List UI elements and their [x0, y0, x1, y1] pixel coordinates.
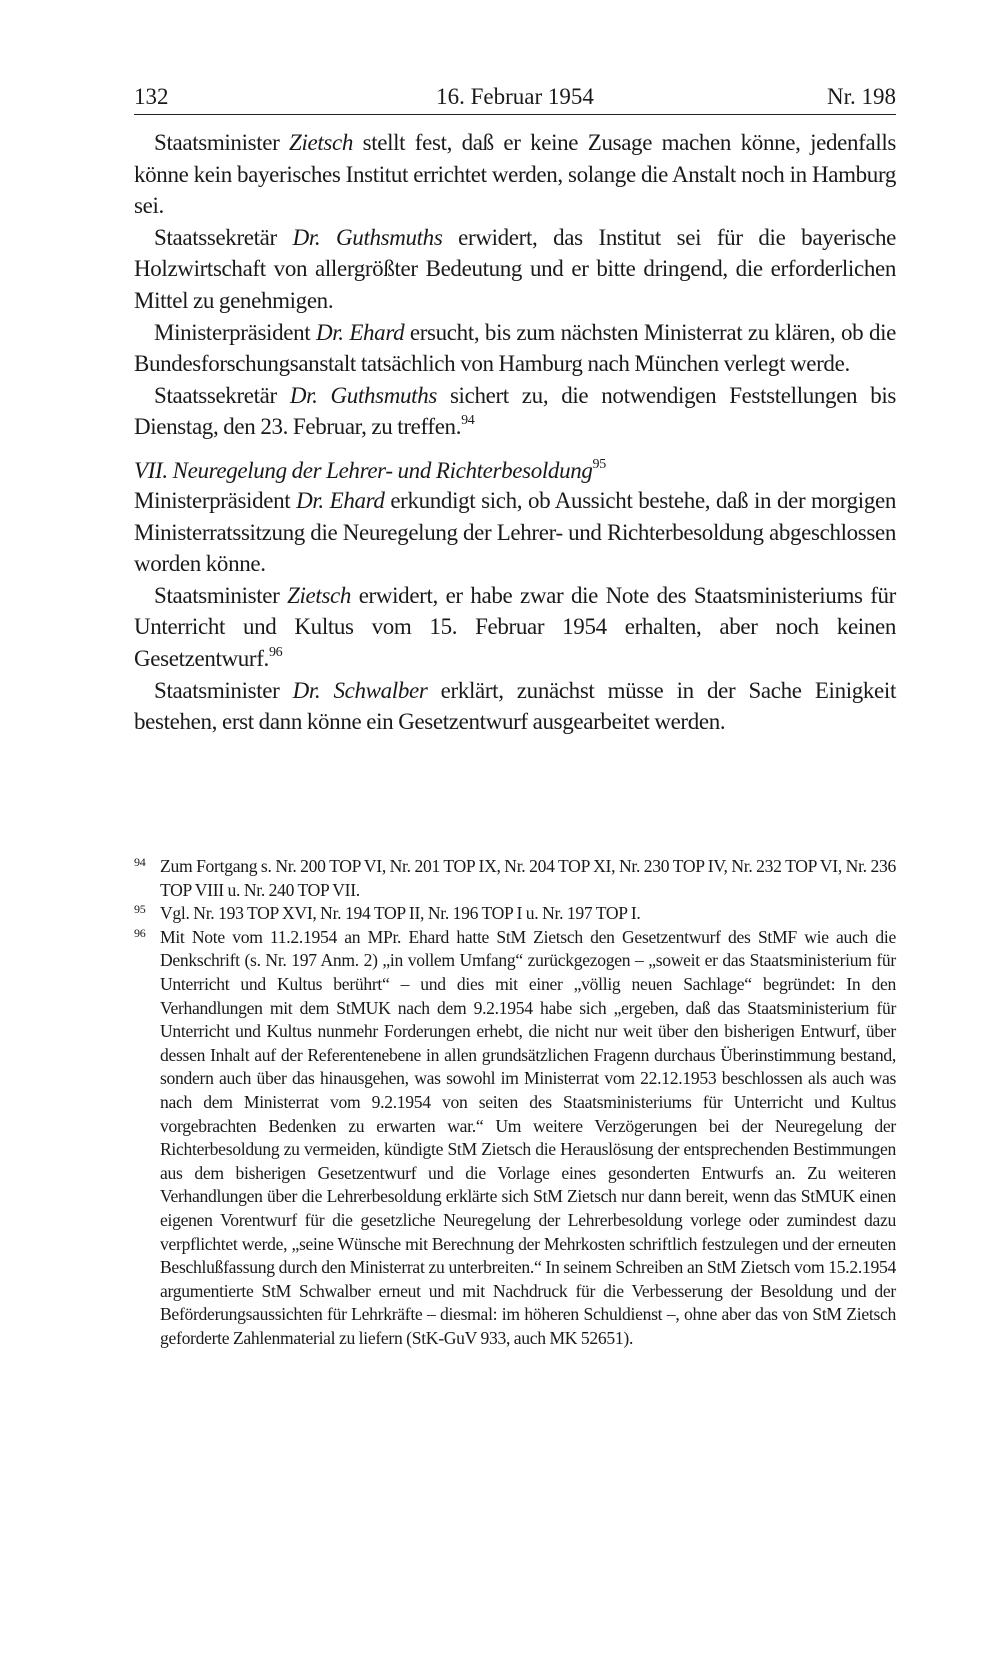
- paragraph-text: sichert zu, die notwendigen Feststellungen bis Dienstag, den 23. Februar, zu treffen.: [134, 382, 896, 440]
- document-number: Nr. 198: [827, 84, 896, 109]
- paragraph-text: erwidert, er habe zwar die Note des Staatsministeriums für Unterricht und Kultus vom 15. Februar 1954 erhalten, aber noch keinen Gesetzentwurf.: [134, 582, 896, 671]
- paragraph: [134, 380, 896, 443]
- footnote-text: Mit Note vom 11.2.1954 an MPr. Ehard hatte StM Zietsch den Gesetzentwurf des StMF wie auch die Denkschrift (s. Nr. 197 Anm. 2) „in vollem Umfang“ zurückgezogen – „soweit er das Staatsministerium für Unterricht und Kultus berührt“ – und dies mit einer „völlig neuen Sachlage“ begründet: In den Verhandlungen mit dem StMUK nach dem 9.2.1954 habe sich „ergeben, daß das Staatsministerium für Unterricht und Kultus nunmehr Forderungen erhebt, die nicht nur weit über den bisherigen Entwurf, über dessen Inhalt auf der Referentenebene in allen grundsätzlichen Fragenn durchaus Überinstimmung bestand, sondern auch über das hinausgehen, was sowohl im Ministerrat vom 22.12.1953 beschlossen als auch was nach dem Ministerrat vom 9.2.1954 von seiten des Staatsministeriums für Unterricht und Kultus vorgebrachten Bedenken zu erwarten war.“ Um weitere Verzögerungen bei der Neuregelung der Richterbesoldung zu vermeiden, kündigte StM Zietsch die Herauslösung der entsprechenden Bestimmungen aus dem bisherigen Gesetzentwurf und die Vorlage eines gesonderten Entwurfs an. Zu weiteren Verhandlungen über die Lehrerbesoldung erklärte sich StM Zietsch nur dann bereit, wenn das StMUK einen eigenen Vorentwurf für die gesetzliche Neuregelung der Lehrerbesoldung vorlege oder zumindest dazu verpflichtet werde, „seine Wünsche mit Berechnung der Mehrkosten schriftlich festzulegen und der erneuten Beschlußfassung durch den Ministerrat zu unterbreiten.“ In seinem Schreiben an StM Zietsch vom 15.2.1954 argumentierte StM Schwalber erneut und mit Nachdruck für die Verbesserung der Besoldung und der Beförderungsaussichten für Lehrkräfte – diesmal: im höheren Schuldienst –, ohne aber das von StM Zietsch geforderte Zahlenmaterial zu liefern (StK-GuV 933, auch MK 52651).: [160, 926, 896, 1348]
- footnote-96: [134, 926, 896, 1351]
- footnote-ref-96[interactable]: 96: [268, 644, 283, 660]
- page-number: 132: [134, 84, 169, 109]
- paragraph-text: erwidert, das Institut sei für die bayerische Holzwirtschaft von allergrößter Bedeutung und er bitte dringend, die erforderlichen Mittel zu genehmigen.: [134, 224, 896, 313]
- paragraph: [134, 127, 896, 222]
- footnote-number: 96: [134, 925, 146, 940]
- footnote-ref-95[interactable]: 95: [592, 456, 606, 472]
- paragraph-text: stellt fest, daß er keine Zusage machen könne, jedenfalls könne kein bayerisches Institut errichtet werden, solange die Anstalt noch in Hamburg sei.: [134, 130, 896, 219]
- speaker-title: Staatsminister: [154, 130, 290, 155]
- footnote-ref-94[interactable]: 94: [461, 413, 475, 429]
- footnote-95: [134, 902, 896, 926]
- speaker-name: Zietsch: [289, 130, 354, 155]
- speaker-title: Staatssekretär: [154, 224, 293, 250]
- speaker-name: Dr. Ehard: [315, 319, 405, 345]
- header-date: 16. Februar 1954: [436, 84, 594, 109]
- speaker-name: Dr. Guthsmuths: [289, 382, 437, 408]
- paragraph: [134, 580, 896, 675]
- footnote-number: 94: [134, 855, 146, 869]
- footnote-number: 95: [134, 902, 146, 917]
- footnote-94: [134, 855, 896, 902]
- speaker-title: Staatssekretär: [154, 382, 290, 408]
- section-heading: [134, 457, 896, 485]
- main-text: [134, 127, 896, 738]
- section-title-text: VII. Neuregelung der Lehrer- und Richterbesoldung: [134, 457, 593, 483]
- footnote-text: Zum Fortgang s. Nr. 200 TOP VI, Nr. 201 TOP IX, Nr. 204 TOP XI, Nr. 230 TOP IV, Nr. 232 TOP VI, Nr. 236 TOP VIII u. Nr. 240 TOP VII.: [160, 856, 896, 900]
- speaker-title: Ministerpräsident: [154, 319, 316, 345]
- speaker-name: Zietsch: [287, 582, 352, 608]
- speaker-title: Staatsminister: [154, 582, 288, 608]
- running-header: [134, 80, 896, 115]
- speaker-name: Dr. Ehard: [296, 487, 385, 513]
- speaker-name: Dr. Guthsmuths: [292, 224, 443, 250]
- footnotes: [134, 855, 896, 1350]
- paragraph-text: erklärt, zunächst müsse in der Sache Einigkeit bestehen, erst dann könne ein Gesetzentwurf ausgearbeitet werden.: [134, 677, 896, 735]
- document-page: [134, 80, 896, 738]
- speaker-title: Staatsminister: [154, 677, 293, 703]
- paragraph: [134, 485, 896, 580]
- paragraph-text: ersucht, bis zum nächsten Ministerrat zu klären, ob die Bundesforschungsanstalt tatsächlich von Hamburg nach München verlegt werde.: [134, 319, 896, 377]
- footnote-text: Vgl. Nr. 193 TOP XVI, Nr. 194 TOP II, Nr. 196 TOP I u. Nr. 197 TOP I.: [160, 903, 641, 924]
- paragraph: [134, 222, 896, 317]
- paragraph-text: erkundigt sich, ob Aussicht bestehe, daß in der morgigen Ministerratssitzung die Neuregelung der Lehrer- und Richterbesoldung abgeschlossen worden könne.: [134, 487, 896, 577]
- speaker-name: Dr. Schwalber: [292, 677, 428, 703]
- paragraph: [134, 317, 896, 380]
- paragraph: [134, 675, 896, 738]
- speaker-title: Ministerpräsident: [134, 487, 297, 513]
